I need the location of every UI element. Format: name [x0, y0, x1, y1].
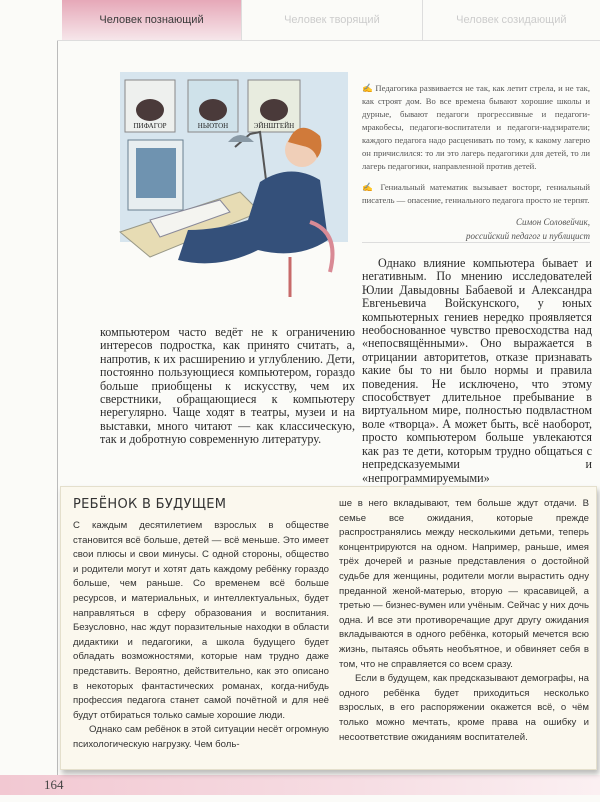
quote-paragraph: ✍ Педагогика развивается не так, как летит стрела, и не так, как строят дом. Во все времена бывают хорошие школы и дурные, бывают педагоги прогрессивные и педагоги-мракобесы, педагоги-воспитатели и педагоги-надзиратели; каждого педагога надо расценивать по тому, к какому лагерю он причислился: то ли это лагерь педагогики для детей, то ли лагерь педагогики, направленной против детей.: [362, 83, 590, 171]
paragraph: Если в будущем, как предсказывают демографы, на одного ребёнка будет приходиться несколько взрослых, в его распоряжении окажется всё, о чём только можно мечтать, кроме права на ошибку и несоответствие ожиданиям воспитателей.: [339, 673, 589, 743]
poster-newton: [188, 80, 238, 132]
quote-author: Симон Соловейчик,: [516, 217, 590, 227]
box-title: РЕБЁНОК В БУДУЩЕМ: [73, 497, 227, 512]
box-text-left: [73, 519, 329, 753]
svg-text:НЬЮТОН: НЬЮТОН: [197, 122, 229, 130]
paragraph: С каждым десятилетием взрослых в обществе становится всё больше, детей — всё меньше. Это имеет свои плюсы и свои минусы. С одной стороны, общество и родители могут и хотят дать каждому ребёнку гораздо больше, чем раньше. Со временем всё больше ресурсов, и материальных, и интеллектуальных, будет направляться в сферу образования и воспитания. Безусловно, нас ждут поразительные находки в области дидактики и педагогики, а школа будущего будет обладать возможностями, которые нам трудно даже представить. Вероятно, действительно, как это описано в некоторых фантастических романах, когда-нибудь профессия педагога станет самой почётной и для неё будут отбираться только самые хорошие люди.: [73, 520, 329, 721]
section-tabs: [0, 0, 600, 40]
quote-paragraph: ✍ Гениальный математик вызывает восторг, гениальный писатель — опасение, гениального педагога просто не терпят.: [362, 182, 590, 205]
page-frame-top: [57, 40, 600, 41]
tab-chelovek-sozidayushchiy[interactable]: Человек созидающий: [456, 14, 567, 26]
epigraph-quote: [362, 82, 590, 243]
tab-chelovek-tvoryashchiy[interactable]: Человек творящий: [242, 0, 422, 40]
poster-einstein: [248, 80, 300, 132]
box-text-right: [339, 497, 589, 745]
footer-band: [0, 775, 600, 795]
tab-chelovek-poznayushchiy[interactable]: Человек познающий: [62, 0, 242, 40]
page-number: 164: [44, 777, 64, 792]
quote-author-role: российский педагог и публицист: [465, 231, 590, 241]
svg-text:ЭЙНШТЕЙН: ЭЙНШТЕЙН: [253, 122, 295, 130]
poster-pythagoras: [125, 80, 175, 132]
paragraph: ше в него вкладывают, тем больше ждут отдачи. В семье все ожидания, которые прежде распространялись между несколькими детьми, теперь концентрируются на одном. Например, раньше, имея трёх дочерей и разные представления о достойной судьбе для женщины, родители могли вырастить одну преданной женой-матерью, вторую — красавицей, а третью — бизнес-вумен или учёным. Сейчас у них дочь одна. И все эти противоречащие друг другу ожидания вкладываются в одного ребёнка, который мечется всю жизнь, пытаясь объять необъятное, и обвиняет себя в том, что не справляется со всем сразу.: [339, 498, 589, 670]
main-text-left: [100, 326, 355, 447]
illustration-boy-at-computer: [110, 72, 360, 317]
page-frame-line: [57, 40, 58, 775]
paragraph: компьютером часто ведёт не к ограничению интересов подростка, как принято считать, а, напротив, к их расширению и углублению. Дети, постоянно пользующиеся компьютером, гораздо больше приобщены к искусству, чем их сверстники, обращающиеся к компьютеру нерегулярно. Чаще ходят в театры, музеи и на выставки, много читают — как классическую, так и добротную современную литературу.: [100, 325, 355, 447]
paragraph: Однако влияние компьютера бывает и негативным. По мнению исследователей Юлии Давыдовны Бабаевой и Александра Евгеньевича Войскунского, у юных компьютерных гениев нередко проявляется необоснованное чувство превосходства над «непосвящёнными». Оно выражается в отрицании авторитетов, отказе признавать какие бы то ни было нормы и правила поведения. Не исключено, что этому способствует длительное пребывание в виртуальном мире, полностью подвластном воле «творца». А может быть, всё наоборот, просто компьютером больше увлекаются как раз те дети, которым трудно общаться с непредсказуемыми и «непрограммируемыми»: [362, 256, 592, 485]
paragraph: Однако сам ребёнок в этой ситуации несёт огромную психологическую нагрузку. Чем боль-: [73, 724, 329, 750]
sidebar-box-child-in-future: [60, 486, 597, 770]
tab-spacer: [0, 0, 62, 40]
main-text-right: [362, 257, 592, 485]
svg-text:ПИФАГОР: ПИФАГОР: [133, 122, 167, 130]
